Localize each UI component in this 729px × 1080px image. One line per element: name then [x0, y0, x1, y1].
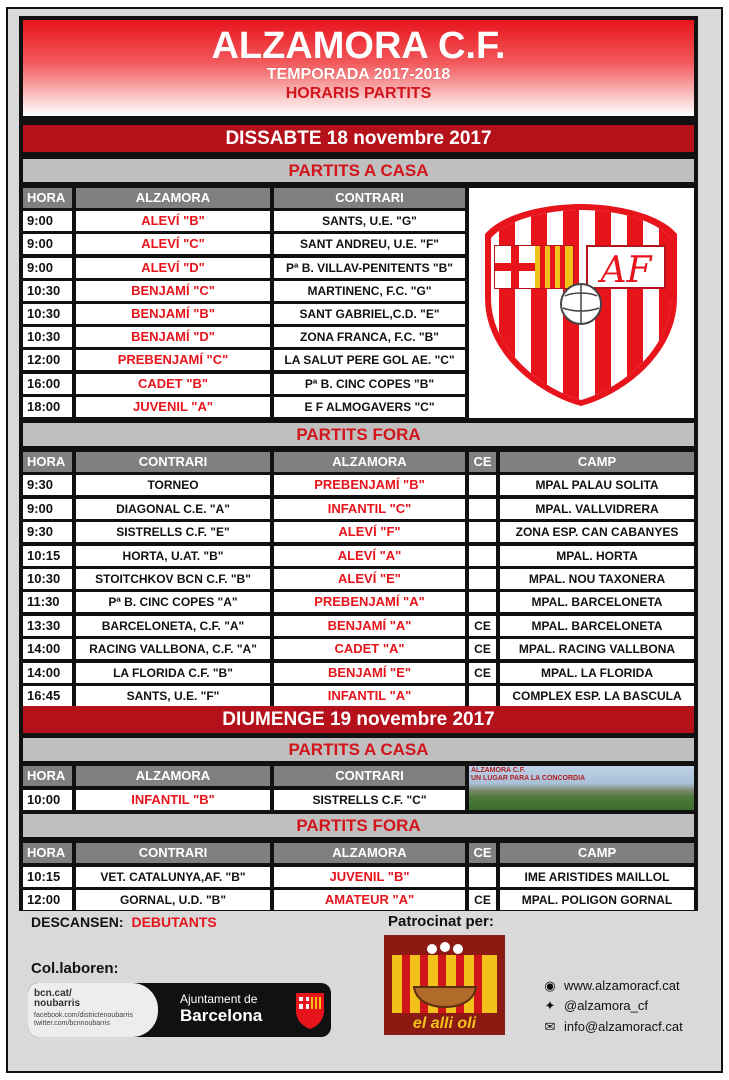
- table-cell-rival: LA SALUT PERE GOL AE. "C": [274, 350, 465, 370]
- table-cell-ce: CE: [469, 616, 496, 636]
- table-cell-rival: SISTRELLS C.F. "E": [76, 522, 270, 542]
- season-label: TEMPORADA 2017-2018: [266, 66, 451, 83]
- table-cell-team: JUVENIL "A": [76, 397, 270, 417]
- table-cell-time: 9:00: [23, 258, 72, 278]
- schedule-subtitle: HORARIS PARTITS: [285, 85, 432, 102]
- sunday-band: [23, 706, 694, 733]
- twitter-line[interactable]: [541, 998, 648, 1014]
- table-cell-field: MPAL. BARCELONETA: [500, 592, 694, 612]
- table-cell-ce: [469, 569, 496, 589]
- saturday-band: [23, 125, 694, 152]
- column-header: CONTRARI: [76, 843, 270, 863]
- table-cell-rival: DIAGONAL C.E. "A": [76, 499, 270, 519]
- table-cell-time: 18:00: [23, 397, 72, 417]
- column-header: CONTRARI: [274, 766, 465, 786]
- table-cell-rival: BARCELONETA, C.F. "A": [76, 616, 270, 636]
- table-cell-time: 9:00: [23, 234, 72, 254]
- table-cell-field: MPAL. VALLVIDRERA: [500, 499, 694, 519]
- column-header: HORA: [23, 188, 72, 208]
- sponsor-name: el alli oli: [412, 1015, 477, 1032]
- table-cell-rival: ZONA FRANCA, F.C. "B": [274, 327, 465, 347]
- twitter-handle[interactable]: @alzamora_cf: [564, 998, 649, 1013]
- table-cell-team: ALEVÍ "E": [274, 569, 465, 589]
- table-cell-field: MPAL. RACING VALLBONA: [500, 639, 694, 659]
- table-cell-team: INFANTIL "A": [274, 686, 465, 706]
- sunday-date: 19 novembre 2017: [329, 709, 495, 730]
- table-cell-field: MPAL. BARCELONETA: [500, 616, 694, 636]
- table-cell-team: BENJAMÍ "A": [274, 616, 465, 636]
- photo-caption-2: UN LUGAR PARA LA CONCORDIA: [471, 775, 586, 782]
- table-cell-ce: CE: [469, 663, 496, 683]
- table-cell-ce: [469, 686, 496, 706]
- column-header: CE: [469, 452, 496, 472]
- column-header: ALZAMORA: [274, 452, 465, 472]
- table-cell-rival: RACING VALLBONA, C.F. "A": [76, 639, 270, 659]
- club-title: ALZAMORA C.F.: [211, 25, 506, 67]
- poster-header: [23, 20, 694, 116]
- table-cell-rival: TORNEO: [76, 475, 270, 495]
- table-cell-rival: Pª B. CINC COPES "A": [76, 592, 270, 612]
- column-header: HORA: [23, 766, 72, 786]
- sunday-away-title: PARTITS FORA: [23, 814, 694, 837]
- barcelona-shield-icon: [294, 989, 326, 1031]
- globe-icon: ◉: [544, 978, 556, 993]
- table-cell-ce: CE: [469, 639, 496, 659]
- sponsor-label: Patrocinat per:: [388, 913, 494, 930]
- table-cell-team: ALEVÍ "A": [274, 546, 465, 566]
- column-header: HORA: [23, 452, 72, 472]
- column-header: CAMP: [500, 452, 694, 472]
- table-cell-field: MPAL. POLIGON GORNAL: [500, 890, 694, 910]
- table-cell-time: 9:30: [23, 475, 72, 495]
- column-header: ALZAMORA: [76, 766, 270, 786]
- email-link[interactable]: info@alzamoracf.cat: [564, 1019, 683, 1034]
- column-header: ALZAMORA: [274, 843, 465, 863]
- collab-line-2: noubarris: [34, 998, 81, 1009]
- table-cell-ce: [469, 546, 496, 566]
- table-cell-field: COMPLEX ESP. LA BASCULA: [500, 686, 694, 706]
- table-cell-team: ALEVÍ "C": [76, 234, 270, 254]
- table-cell-ce: [469, 592, 496, 612]
- table-cell-rival: VET. CATALUNYA,AF. "B": [76, 867, 270, 887]
- collab-line-1: bcn.cat/: [34, 988, 72, 999]
- stadium-photo: [469, 766, 694, 810]
- envelope-icon: ✉: [544, 1019, 556, 1034]
- table-cell-ce: [469, 522, 496, 542]
- rest-value: DEBUTANTS: [131, 914, 217, 930]
- table-cell-team: CADET "B": [76, 374, 270, 394]
- table-cell-time: 10:30: [23, 569, 72, 589]
- table-cell-time: 9:30: [23, 522, 72, 542]
- table-cell-time: 14:00: [23, 639, 72, 659]
- table-cell-team: BENJAMÍ "C": [76, 281, 270, 301]
- table-cell-field: IME ARISTIDES MAILLOL: [500, 867, 694, 887]
- table-cell-ce: [469, 867, 496, 887]
- photo-caption-1: ALZAMORA C.F.: [471, 767, 526, 774]
- table-cell-field: MPAL. NOU TAXONERA: [500, 569, 694, 589]
- table-cell-rival: GORNAL, U.D. "B": [76, 890, 270, 910]
- table-cell-field: MPAL. HORTA: [500, 546, 694, 566]
- saturday-date: 18 novembre 2017: [326, 128, 492, 149]
- table-cell-time: 12:00: [23, 890, 72, 910]
- table-cell-rival: SISTRELLS C.F. "C": [274, 790, 465, 810]
- saturday-away-title: PARTITS FORA: [23, 423, 694, 446]
- collab-label: Col.laboren:: [31, 960, 119, 977]
- collab-line-3: facebook.com/districtenoubarris: [34, 1012, 133, 1019]
- table-cell-team: ALEVÍ "B": [76, 211, 270, 231]
- sponsor-logo: [384, 935, 505, 1035]
- club-crest-panel: [469, 188, 694, 418]
- table-cell-time: 11:30: [23, 592, 72, 612]
- table-cell-rival: Pª B. CINC COPES "B": [274, 374, 465, 394]
- table-cell-team: BENJAMÍ "B": [76, 304, 270, 324]
- table-cell-team: ALEVÍ "D": [76, 258, 270, 278]
- website-link[interactable]: www.alzamoracf.cat: [564, 978, 680, 993]
- table-cell-rival: SANT GABRIEL,C.D. "E": [274, 304, 465, 324]
- rest-line: [31, 914, 217, 930]
- table-cell-team: PREBENJAMÍ "B": [274, 475, 465, 495]
- club-crest-icon: [469, 188, 694, 418]
- noubarris-logo: [28, 983, 158, 1037]
- table-cell-field: MPAL. LA FLORIDA: [500, 663, 694, 683]
- saturday-day: DISSABTE: [225, 128, 322, 149]
- table-cell-time: 9:00: [23, 211, 72, 231]
- table-cell-team: CADET "A": [274, 639, 465, 659]
- table-cell-time: 9:00: [23, 499, 72, 519]
- table-cell-team: INFANTIL "C": [274, 499, 465, 519]
- column-header: HORA: [23, 843, 72, 863]
- column-header: ALZAMORA: [76, 188, 270, 208]
- table-cell-time: 10:30: [23, 281, 72, 301]
- table-cell-ce: [469, 475, 496, 495]
- table-cell-team: BENJAMÍ "E": [274, 663, 465, 683]
- table-cell-time: 14:00: [23, 663, 72, 683]
- table-cell-time: 10:00: [23, 790, 72, 810]
- table-cell-time: 12:00: [23, 350, 72, 370]
- table-cell-field: MPAL PALAU SOLITA: [500, 475, 694, 495]
- table-cell-time: 10:30: [23, 327, 72, 347]
- table-cell-ce: CE: [469, 890, 496, 910]
- table-cell-rival: MARTINENC, F.C. "G": [274, 281, 465, 301]
- column-header: CE: [469, 843, 496, 863]
- table-cell-rival: SANT ANDREU, U.E. "F": [274, 234, 465, 254]
- svg-text:AF: AF: [600, 250, 652, 291]
- table-cell-rival: E F ALMOGAVERS "C": [274, 397, 465, 417]
- table-cell-field: ZONA ESP. CAN CABANYES: [500, 522, 694, 542]
- table-cell-ce: [469, 499, 496, 519]
- column-header: CONTRARI: [76, 452, 270, 472]
- table-cell-rival: HORTA, U.AT. "B": [76, 546, 270, 566]
- collaborator-logo: [28, 983, 331, 1037]
- column-header: CAMP: [500, 843, 694, 863]
- twitter-bird-icon: ✦: [544, 998, 556, 1013]
- website-line[interactable]: [541, 978, 680, 994]
- table-cell-rival: SANTS, U.E. "G": [274, 211, 465, 231]
- table-cell-time: 10:30: [23, 304, 72, 324]
- table-cell-team: AMATEUR "A": [274, 890, 465, 910]
- schedule-board: [19, 16, 698, 911]
- table-cell-time: 16:45: [23, 686, 72, 706]
- column-header: CONTRARI: [274, 188, 465, 208]
- table-cell-team: PREBENJAMÍ "C": [76, 350, 270, 370]
- email-line[interactable]: [541, 1019, 683, 1035]
- ajuntament-line-2: Barcelona: [180, 1006, 263, 1025]
- table-cell-team: PREBENJAMÍ "A": [274, 592, 465, 612]
- saturday-home-title: PARTITS A CASA: [23, 159, 694, 182]
- ajuntament-logo: [180, 993, 262, 1026]
- sunday-day: DIUMENGE: [222, 709, 325, 730]
- table-cell-rival: LA FLORIDA C.F. "B": [76, 663, 270, 683]
- table-cell-team: ALEVÍ "F": [274, 522, 465, 542]
- collab-line-4: twitter.com/bcnnoubarris: [34, 1020, 110, 1027]
- table-cell-time: 10:15: [23, 867, 72, 887]
- table-cell-team: BENJAMÍ "D": [76, 327, 270, 347]
- table-cell-rival: Pª B. VILLAV-PENITENTS "B": [274, 258, 465, 278]
- table-cell-time: 13:30: [23, 616, 72, 636]
- table-cell-time: 16:00: [23, 374, 72, 394]
- rest-label: DESCANSEN:: [31, 914, 124, 930]
- table-cell-time: 10:15: [23, 546, 72, 566]
- ajuntament-line-1: Ajuntament de: [180, 992, 258, 1006]
- table-cell-rival: SANTS, U.E. "F": [76, 686, 270, 706]
- table-cell-rival: STOITCHKOV BCN C.F. "B": [76, 569, 270, 589]
- sunday-home-title: PARTITS A CASA: [23, 738, 694, 761]
- table-cell-team: INFANTIL "B": [76, 790, 270, 810]
- table-cell-team: JUVENIL "B": [274, 867, 465, 887]
